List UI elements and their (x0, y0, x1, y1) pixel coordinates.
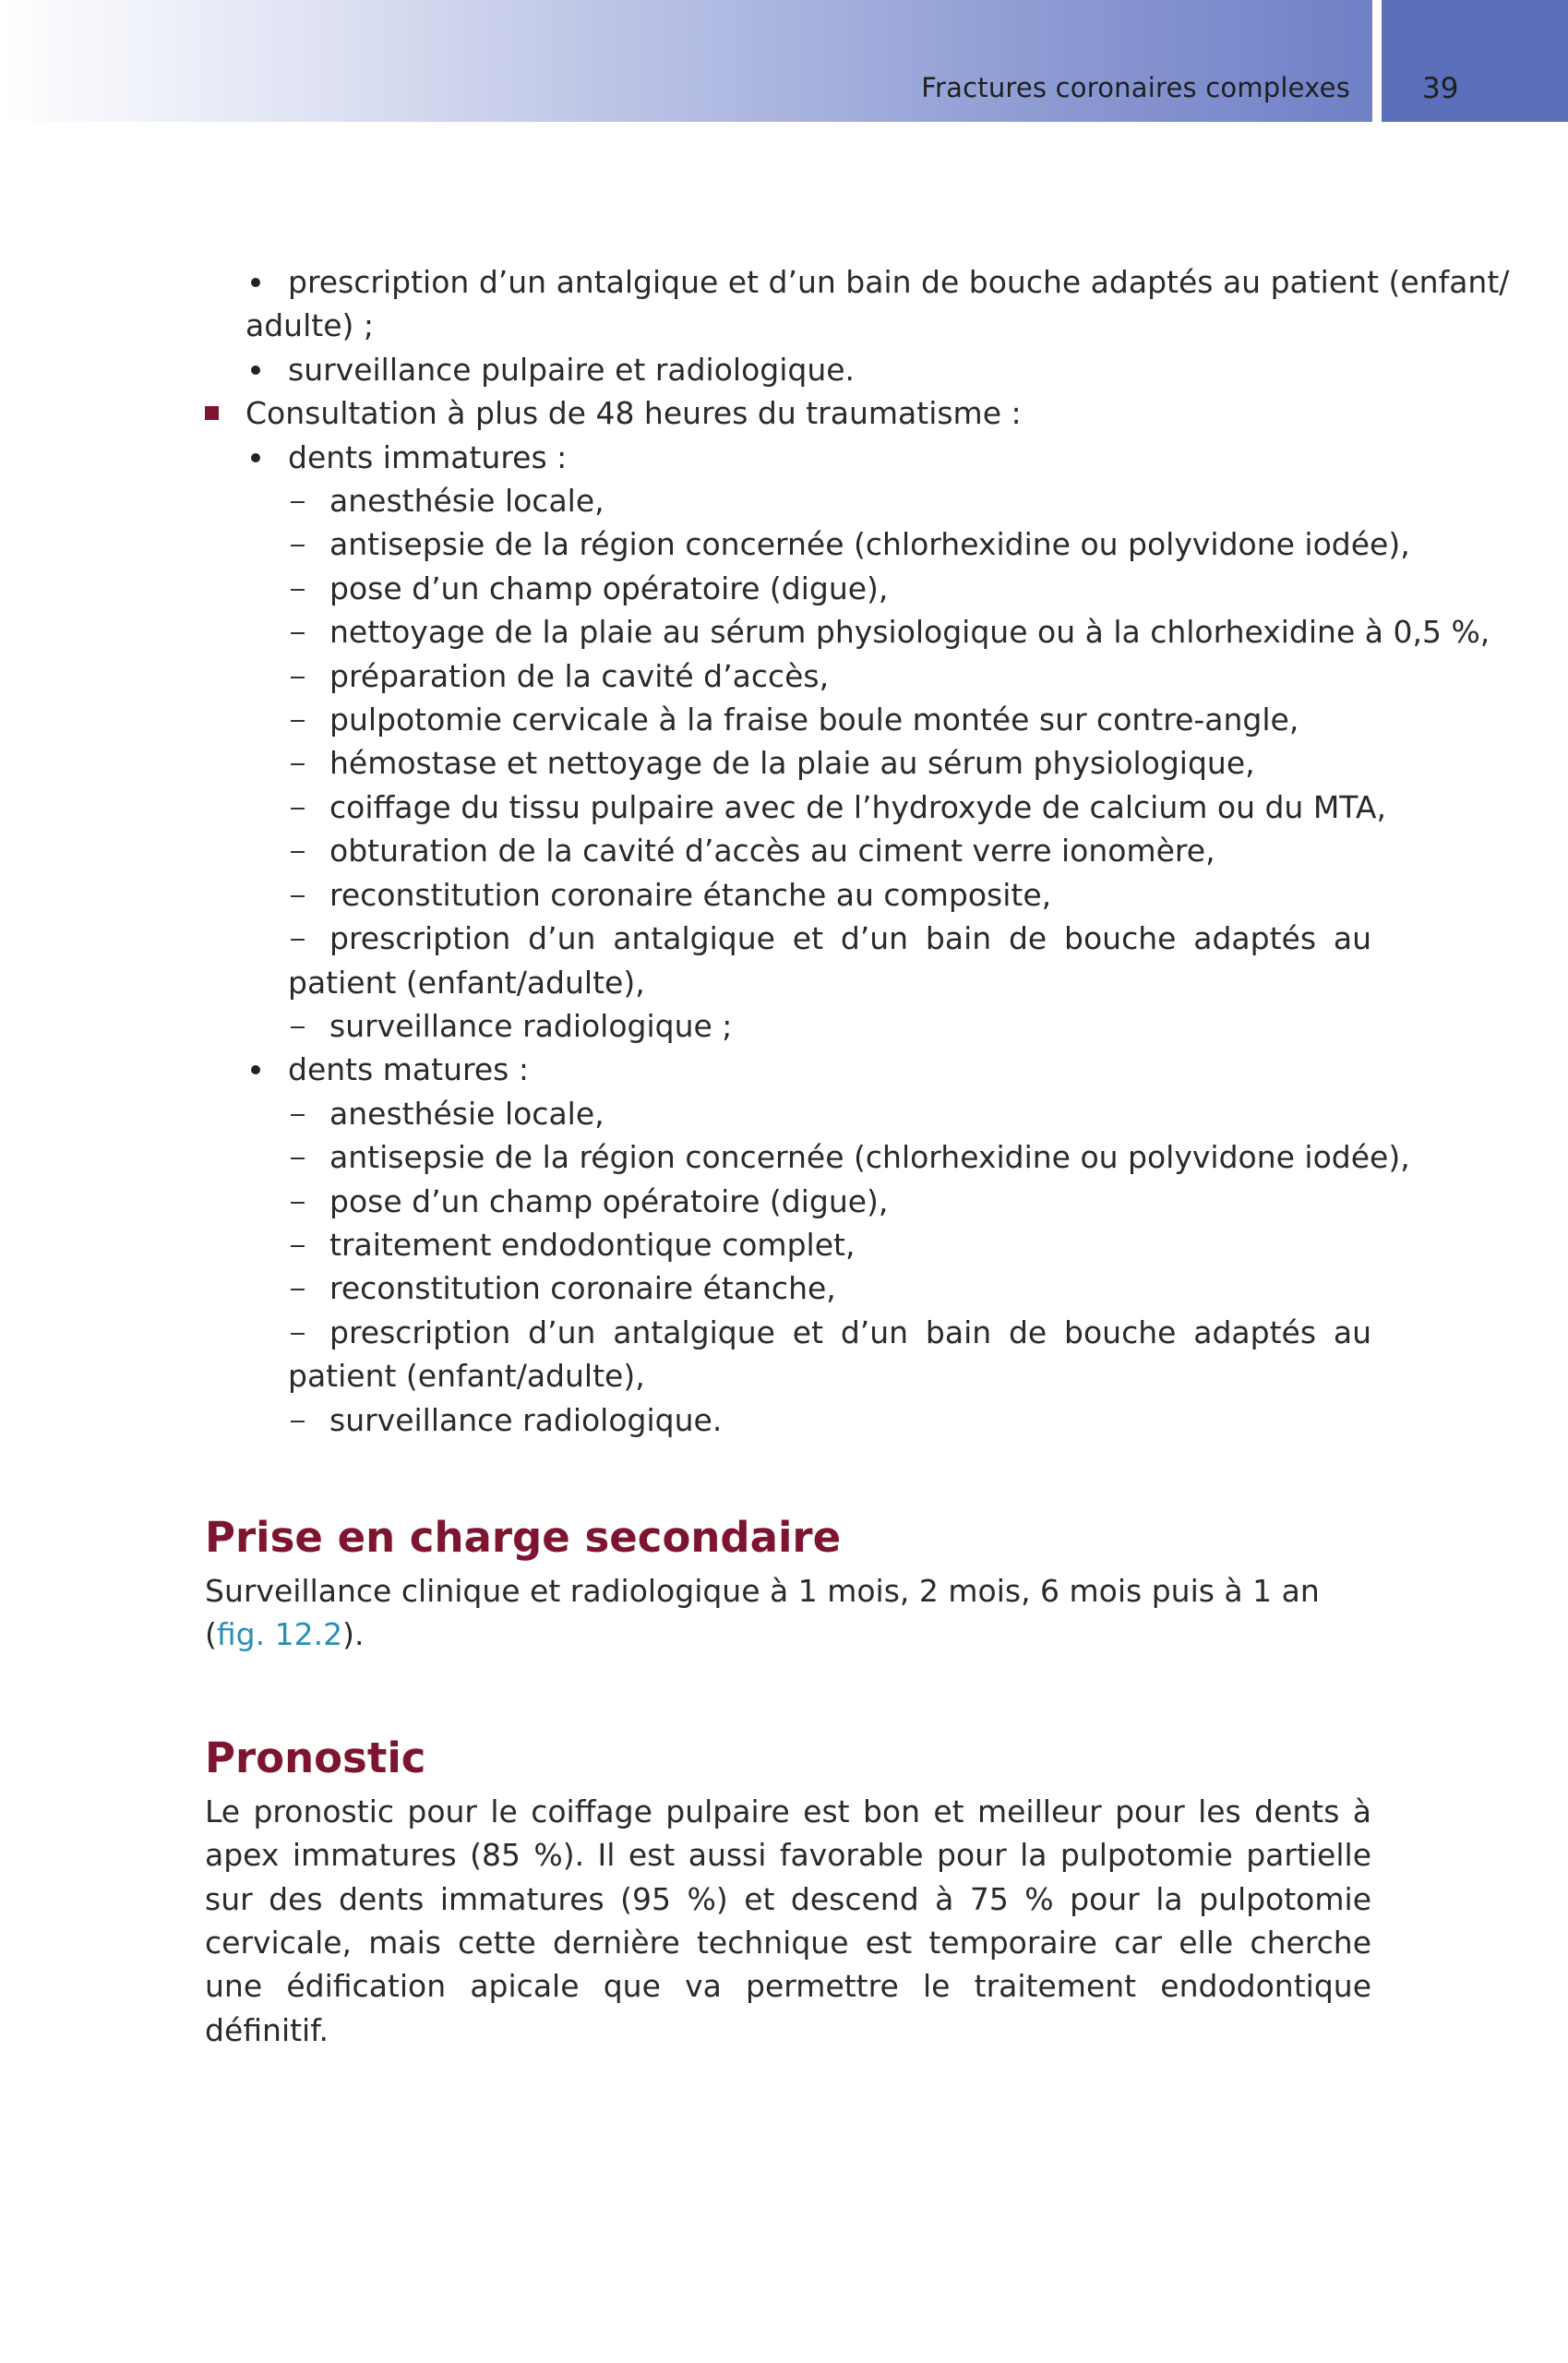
list-item-dents-matures: dents matures : (205, 1048, 1371, 1091)
list-subitem: antisepsie de la région concernée (chlorhexidine ou polyvidone iodée), (205, 1135, 1371, 1179)
dash-bullet-icon (291, 1333, 305, 1335)
dash-bullet-icon (291, 720, 305, 722)
list-subitem: antisepsie de la région concernée (chlorhexidine ou polyvidone iodée), (205, 522, 1371, 566)
dash-bullet-icon (291, 1202, 305, 1204)
bullet-dot-icon (251, 278, 260, 287)
running-header-title: Fractures coronaires complexes (921, 72, 1350, 103)
list-subitem: anesthésie locale, (205, 479, 1371, 522)
dash-bullet-icon (291, 589, 305, 591)
section-heading-secondaire: Prise en charge secondaire (205, 1512, 842, 1562)
list-subitem: anesthésie locale, (205, 1092, 1371, 1135)
running-header-band (0, 0, 1372, 122)
dash-bullet-icon (291, 1026, 305, 1028)
page-body (205, 260, 1510, 2052)
list-item-continuation: adulte) ; (245, 307, 374, 344)
dash-bullet-icon (291, 851, 305, 853)
list-subitem: pose d’un champ opératoire (digue), (205, 1180, 1371, 1223)
figure-reference-link[interactable]: fig. 12.2 (216, 1616, 343, 1653)
bullet-dot-icon (251, 1065, 260, 1074)
list-subitem: reconstitution coronaire étanche au composite, (205, 873, 1371, 917)
section-item-consultation: Consultation à plus de 48 heures du traumatisme : (205, 391, 1371, 435)
dash-bullet-icon (291, 763, 305, 765)
bullet-dot-icon (251, 453, 260, 462)
dash-bullet-icon (291, 1421, 305, 1422)
dash-bullet-icon (291, 632, 305, 634)
paragraph-secondaire: Surveillance clinique et radiologique à 1 mois, 2 mois, 6 mois puis à 1 an (fig. 12.2). (205, 1572, 1320, 1653)
dash-bullet-icon (291, 939, 305, 941)
paragraph-pronostic: Le pronostic pour le coiffage pulpaire est bon et meilleur pour les dents à apex immatures (85 %). Il est aussi favorable pour la pulpotomie partielle sur des dents immatures (95 %) et descend à 75 % pour la pulpotomie cervicale, mais cette dernière technique est temporaire car elle cherche une édification apicale que va permettre le traitement endodontique définitif. (205, 1793, 1371, 2048)
dash-bullet-icon (291, 1289, 305, 1290)
dash-bullet-icon (291, 895, 305, 897)
dash-bullet-icon (291, 1245, 305, 1247)
list-subitem: surveillance radiologique. (205, 1398, 1371, 1442)
page-number-tab (1382, 0, 1568, 122)
dash-bullet-icon (291, 1114, 305, 1116)
page-number: 39 (1422, 72, 1459, 105)
list-subitem: préparation de la cavité d’accès, (205, 654, 1371, 698)
dash-bullet-icon (291, 808, 305, 810)
list-subitem: hémostase et nettoyage de la plaie au sérum physiologique, (205, 741, 1371, 785)
list-subitem: pulpotomie cervicale à la fraise boule montée sur contre-angle, (205, 698, 1371, 741)
list-subitem: surveillance radiologique ; (205, 1004, 1371, 1048)
list-item-dents-immatures: dents immatures : (205, 436, 1371, 479)
list-subitem: coiffage du tissu pulpaire avec de l’hydroxyde de calcium ou du MTA, (205, 786, 1371, 829)
list-item: surveillance pulpaire et radiologique. (205, 348, 1371, 391)
section-heading-pronostic: Pronostic (205, 1733, 426, 1782)
list-subitem: nettoyage de la plaie au sérum physiologique ou à la chlorhexidine à 0,5 %, (205, 610, 1371, 654)
dash-bullet-icon (291, 501, 305, 503)
list-item: prescription d’un antalgique et d’un bain de bouche adaptés au patient (enfant/ (205, 260, 1371, 304)
list-subitem: traitement endodontique complet, (205, 1223, 1371, 1266)
dash-bullet-icon (291, 1158, 305, 1159)
square-bullet-icon (205, 406, 219, 420)
list-subitem: prescription d’un antalgique et d’un bain de bouche adaptés au patient (enfant/adulte), (288, 920, 1371, 1001)
list-subitem: reconstitution coronaire étanche, (205, 1266, 1371, 1310)
dash-bullet-icon (291, 545, 305, 546)
list-subitem: prescription d’un antalgique et d’un bain de bouche adaptés au patient (enfant/adulte), (288, 1313, 1371, 1395)
dash-bullet-icon (291, 677, 305, 678)
list-subitem: pose d’un champ opératoire (digue), (205, 567, 1371, 610)
list-subitem: obturation de la cavité d’accès au ciment verre ionomère, (205, 829, 1371, 872)
bullet-dot-icon (251, 366, 260, 375)
